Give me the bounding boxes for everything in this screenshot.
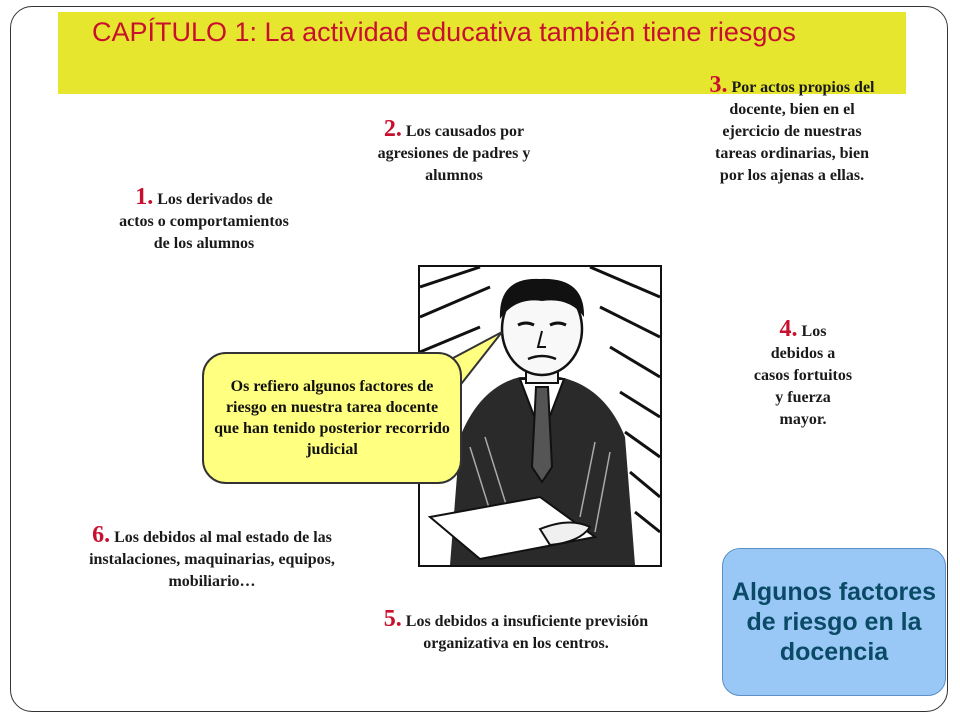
- risk-item-number: 2.: [383, 116, 402, 142]
- risk-item-3: [702, 74, 882, 187]
- summary-box: Algunos factores de riesgo en la docencia: [722, 548, 946, 696]
- risk-item-text: Los debidos a insuficiente previsión organizativa en los centros.: [401, 613, 649, 652]
- risk-item-6: [78, 524, 346, 593]
- speech-bubble: Os refiero algunos factores de riesgo en nuestra tarea docente que han tenido posterior recorrido judicial: [202, 352, 462, 484]
- risk-item-number: 5.: [383, 606, 402, 632]
- risk-item-4: [752, 318, 854, 431]
- risk-item-text: Por actos propios del docente, bien en el ejercicio de nuestras tareas ordinarias, bien por los ajenas a ellas.: [715, 79, 875, 184]
- risk-item-number: 1.: [135, 184, 154, 210]
- risk-item-number: 4.: [779, 316, 798, 342]
- risk-item-text: Los causados por agresiones de padres y alumnos: [377, 123, 531, 184]
- risk-item-1: [118, 186, 290, 255]
- risk-item-text: Los debidos al mal estado de las instalaciones, maquinarias, equipos, mobiliario…: [89, 529, 335, 590]
- risk-item-number: 3.: [709, 72, 728, 98]
- risk-item-text: Los derivados de actos o comportamientos de los alumnos: [119, 191, 289, 252]
- risk-item-5: [382, 608, 650, 655]
- risk-item-text: Los debidos a casos fortuitos y fuerza mayor.: [753, 323, 853, 428]
- risk-item-2: [348, 118, 560, 187]
- risk-item-number: 6.: [92, 522, 111, 548]
- slide-title: CAPÍTULO 1: La actividad educativa también tiene riesgos: [92, 17, 796, 47]
